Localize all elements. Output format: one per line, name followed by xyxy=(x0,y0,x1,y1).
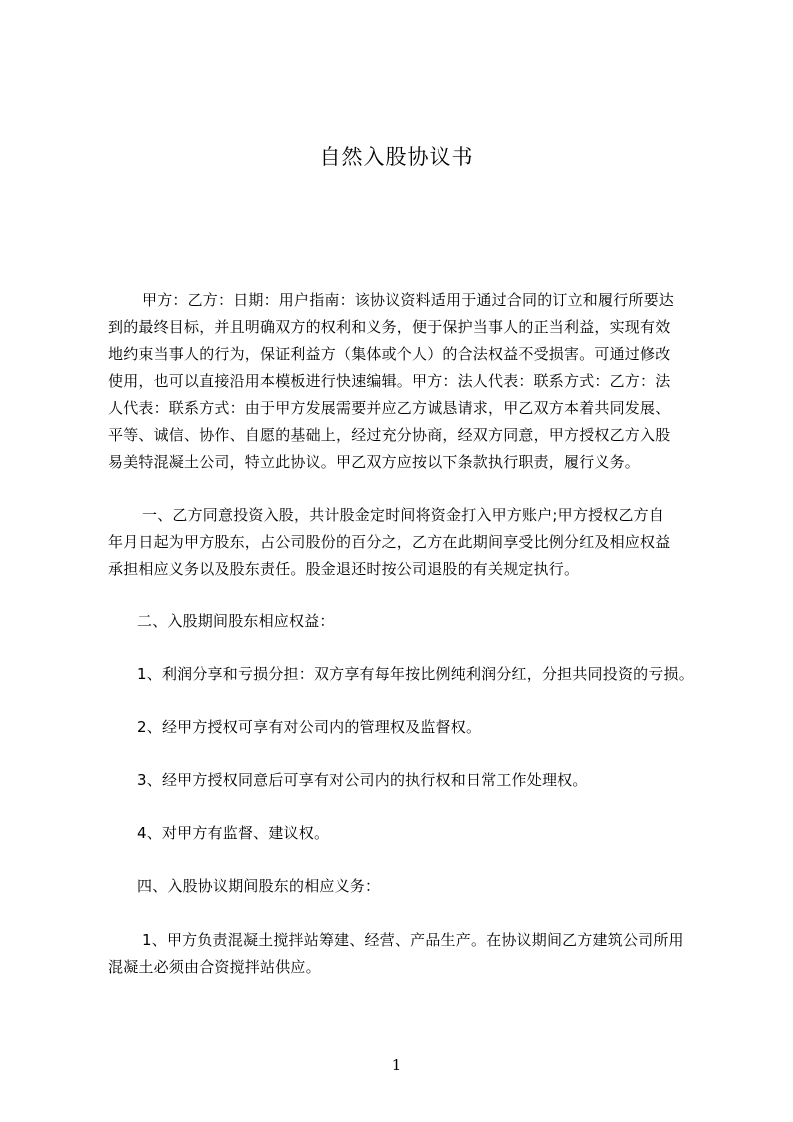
intro-line: 到的最终目标，并且明确双方的权利和义务，便于保护当事人的正当利益，实现有效 xyxy=(108,318,671,336)
section-2-heading: 二、入股期间股东相应权益： xyxy=(137,612,335,630)
section-2-item: 2、经甲方授权可享有对公司内的管理权及监督权。 xyxy=(137,718,482,736)
section-2-item: 4、对甲方有监督、建议权。 xyxy=(137,824,330,842)
document-title: 自然入股协议书 xyxy=(319,145,474,169)
page-number: 1 xyxy=(391,1056,402,1074)
section-1-line: 一、乙方同意投资入股，共计股金定时间将资金打入甲方账户;甲方授权乙方自 xyxy=(142,506,665,524)
section-2-item: 3、经甲方授权同意后可享有对公司内的执行权和日常工作处理权。 xyxy=(137,771,588,789)
section-4-heading: 四、入股协议期间股东的相应义务： xyxy=(137,877,381,895)
intro-line: 平等、诚信、协作、自愿的基础上，经过充分协商，经双方同意，甲方授权乙方入股 xyxy=(108,426,671,444)
intro-line: 地约束当事人的行为，保证利益方（集体或个人）的合法权益不受损害。可通过修改 xyxy=(108,345,671,363)
section-4-line: 混凝土必须由合资搅拌站供应。 xyxy=(108,958,321,976)
intro-line: 人代表：联系方式：由于甲方发展需要并应乙方诚恳请求，甲乙双方本着共同发展、 xyxy=(108,399,671,417)
section-2-item: 1、利润分享和亏损分担：双方享有每年按比例纯利润分红，分担共同投资的亏损。 xyxy=(137,665,694,683)
section-4-line: 1、甲方负责混凝土搅拌站筹建、经营、产品生产。在协议期间乙方建筑公司所用 xyxy=(142,931,684,949)
intro-line: 使用，也可以直接沿用本模板进行快速编辑。甲方：法人代表：联系方式：乙方：法 xyxy=(108,372,671,390)
intro-line: 甲方：乙方：日期：用户指南：该协议资料适用于通过合同的订立和履行所要达 xyxy=(142,291,675,309)
intro-line: 易美特混凝土公司，特立此协议。甲乙双方应按以下条款执行职责，履行义务。 xyxy=(108,453,641,471)
section-1-line: 承担相应义务以及股东责任。股金退还时按公司退股的有关规定执行。 xyxy=(108,560,580,578)
section-1-line: 年月日起为甲方股东，占公司股份的百分之，乙方在此期间享受比例分红及相应权益 xyxy=(108,533,671,551)
